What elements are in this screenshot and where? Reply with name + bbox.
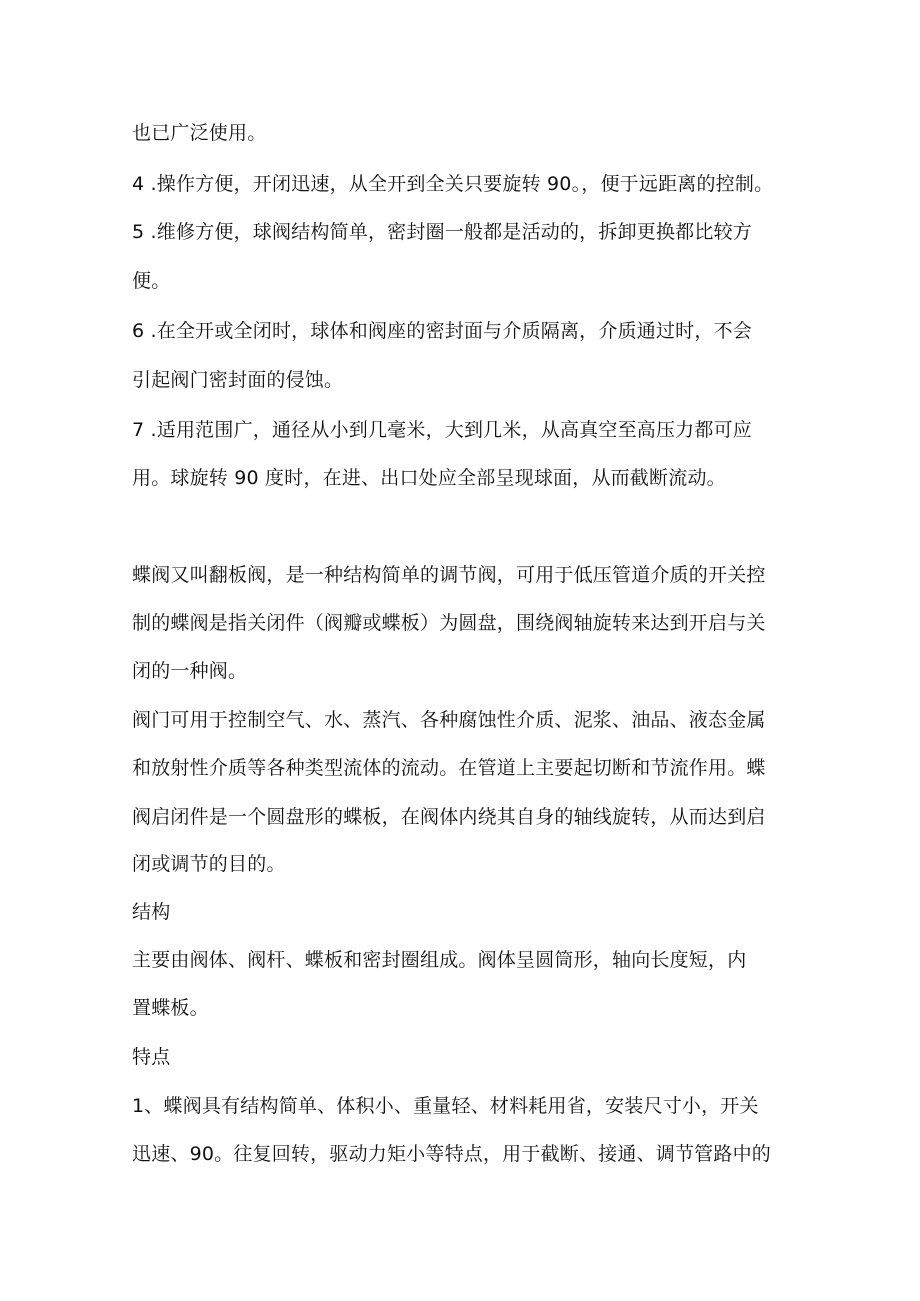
text-line: 迅速、90。往复回转，驱动力矩小等特点，用于截断、接通、调节管路中的 bbox=[132, 1143, 771, 1165]
text-line: 阀门可用于控制空气、水、蒸汽、各种腐蚀性介质、泥浆、油品、液态金属 bbox=[132, 709, 766, 731]
text-line: 置蝶板。 bbox=[132, 997, 209, 1019]
text-line: 1、蝶阀具有结构简单、体积小、重量轻、材料耗用省，安装尺寸小，开关 bbox=[132, 1095, 759, 1117]
text-line: 闭或调节的目的。 bbox=[132, 853, 286, 875]
section-heading: 结构 bbox=[132, 901, 171, 923]
text-line: 制的蝶阀是指关闭件（阀瓣或蝶板）为圆盘，围绕阀轴旋转来达到开启与关 bbox=[132, 612, 766, 634]
text-line: 和放射性介质等各种类型流体的流动。在管道上主要起切断和节流作用。蝶 bbox=[132, 757, 766, 779]
text-line: 主要由阀体、阀杆、蝶板和密封圈组成。阀体呈圆筒形，轴向长度短，内 bbox=[132, 949, 747, 971]
text-line: 4 .操作方便，开闭迅速，从全开到全关只要旋转 90。，便于远距离的控制。 bbox=[132, 173, 774, 195]
section-heading: 特点 bbox=[132, 1046, 171, 1068]
text-line: 5 .维修方便，球阀结构简单，密封圈一般都是活动的，拆卸更换都比较方 bbox=[132, 221, 752, 243]
text-line: 闭的一种阀。 bbox=[132, 660, 248, 682]
text-line: 用。球旋转 90 度时，在进、出口处应全部呈现球面，从而截断流动。 bbox=[132, 467, 726, 489]
text-line: 6 .在全开或全闭时，球体和阀座的密封面与介质隔离，介质通过时，不会 bbox=[132, 320, 752, 342]
text-line: 蝶阀又叫翻板阀，是一种结构简单的调节阀，可用于低压管道介质的开关控 bbox=[132, 564, 766, 586]
text-line: 便。 bbox=[132, 270, 171, 292]
text-line: 阀启闭件是一个圆盘形的蝶板，在阀体内绕其自身的轴线旋转，从而达到启 bbox=[132, 806, 766, 828]
text-line: 也已广泛使用。 bbox=[132, 122, 267, 144]
text-line: 7 .适用范围广，通径从小到几毫米，大到几米，从高真空至高压力都可应 bbox=[132, 419, 752, 441]
text-line: 引起阀门密封面的侵蚀。 bbox=[132, 369, 344, 391]
